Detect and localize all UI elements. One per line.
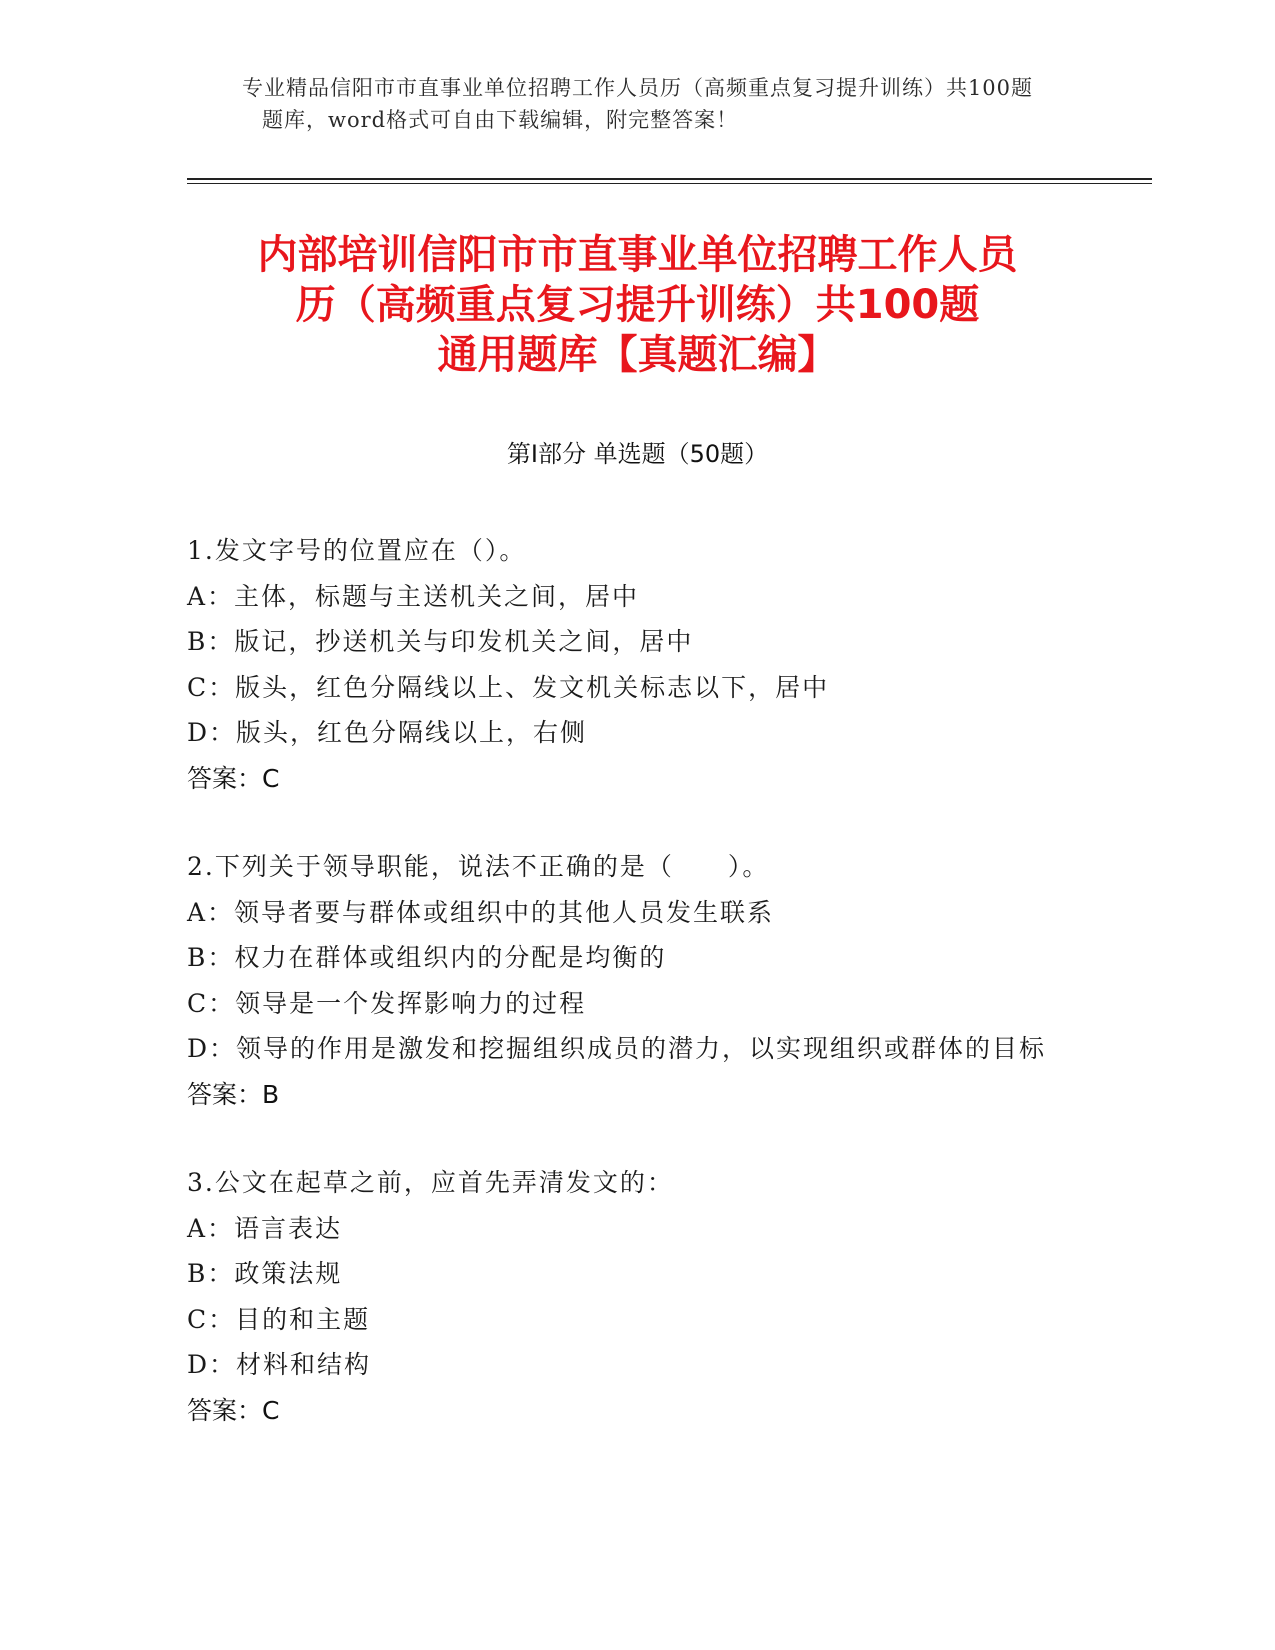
header-note-line-2: 题库，word格式可自由下载编辑，附完整答案！ [262,108,739,132]
section-title: 第I部分 单选题（50题） [506,440,769,468]
header-note [0,72,1275,136]
question-stem: 3.公文在起草之前，应首先弄清发文的： [187,1168,674,1197]
option-b: B：版记，抄送机关与印发机关之间，居中 [187,627,694,656]
answer: 答案：B [187,1079,280,1109]
option-d: D：材料和结构 [187,1350,372,1379]
document-title-line-1: 内部培训信阳市市直事业单位招聘工作人员 [257,232,1018,278]
question-list [187,528,1087,1476]
option-d: D：版头，红色分隔线以上，右侧 [187,718,588,747]
option-c: C：目的和主题 [187,1304,371,1334]
header-divider-thick [187,178,1152,180]
question-stem: 1.发文字号的位置应在（）。 [187,536,527,565]
option-b: B：政策法规 [187,1259,343,1288]
option-b: B：权力在群体或组织内的分配是均衡的 [187,943,667,972]
answer: 答案：C [187,1395,280,1425]
question-3 [187,1160,1087,1433]
answer: 答案：C [187,763,280,793]
question-stem: 2.下列关于领导职能，说法不正确的是（ ）。 [187,852,770,881]
header-note-line-1: 专业精品信阳市市直事业单位招聘工作人员历（高频重点复习提升训练）共100题 [241,76,1034,100]
question-2 [187,844,1087,1117]
document-title-line-2: 历（高频重点复习提升训练）共100题 [295,282,980,328]
document-title-line-3: 通用题库【真题汇编】 [437,332,838,378]
option-a: A：主体，标题与主送机关之间，居中 [187,581,640,611]
document-title [140,230,1135,380]
option-a: A：语言表达 [187,1213,343,1243]
option-a: A：领导者要与群体或组织中的其他人员发生联系 [187,897,775,927]
header-divider-thin [187,183,1152,184]
option-c: C：版头，红色分隔线以上、发文机关标志以下，居中 [187,672,830,702]
option-d: D：领导的作用是激发和挖掘组织成员的潜力，以实现组织或群体的目标 [187,1034,1047,1063]
option-c: C：领导是一个发挥影响力的过程 [187,988,587,1018]
question-1 [187,528,1087,801]
